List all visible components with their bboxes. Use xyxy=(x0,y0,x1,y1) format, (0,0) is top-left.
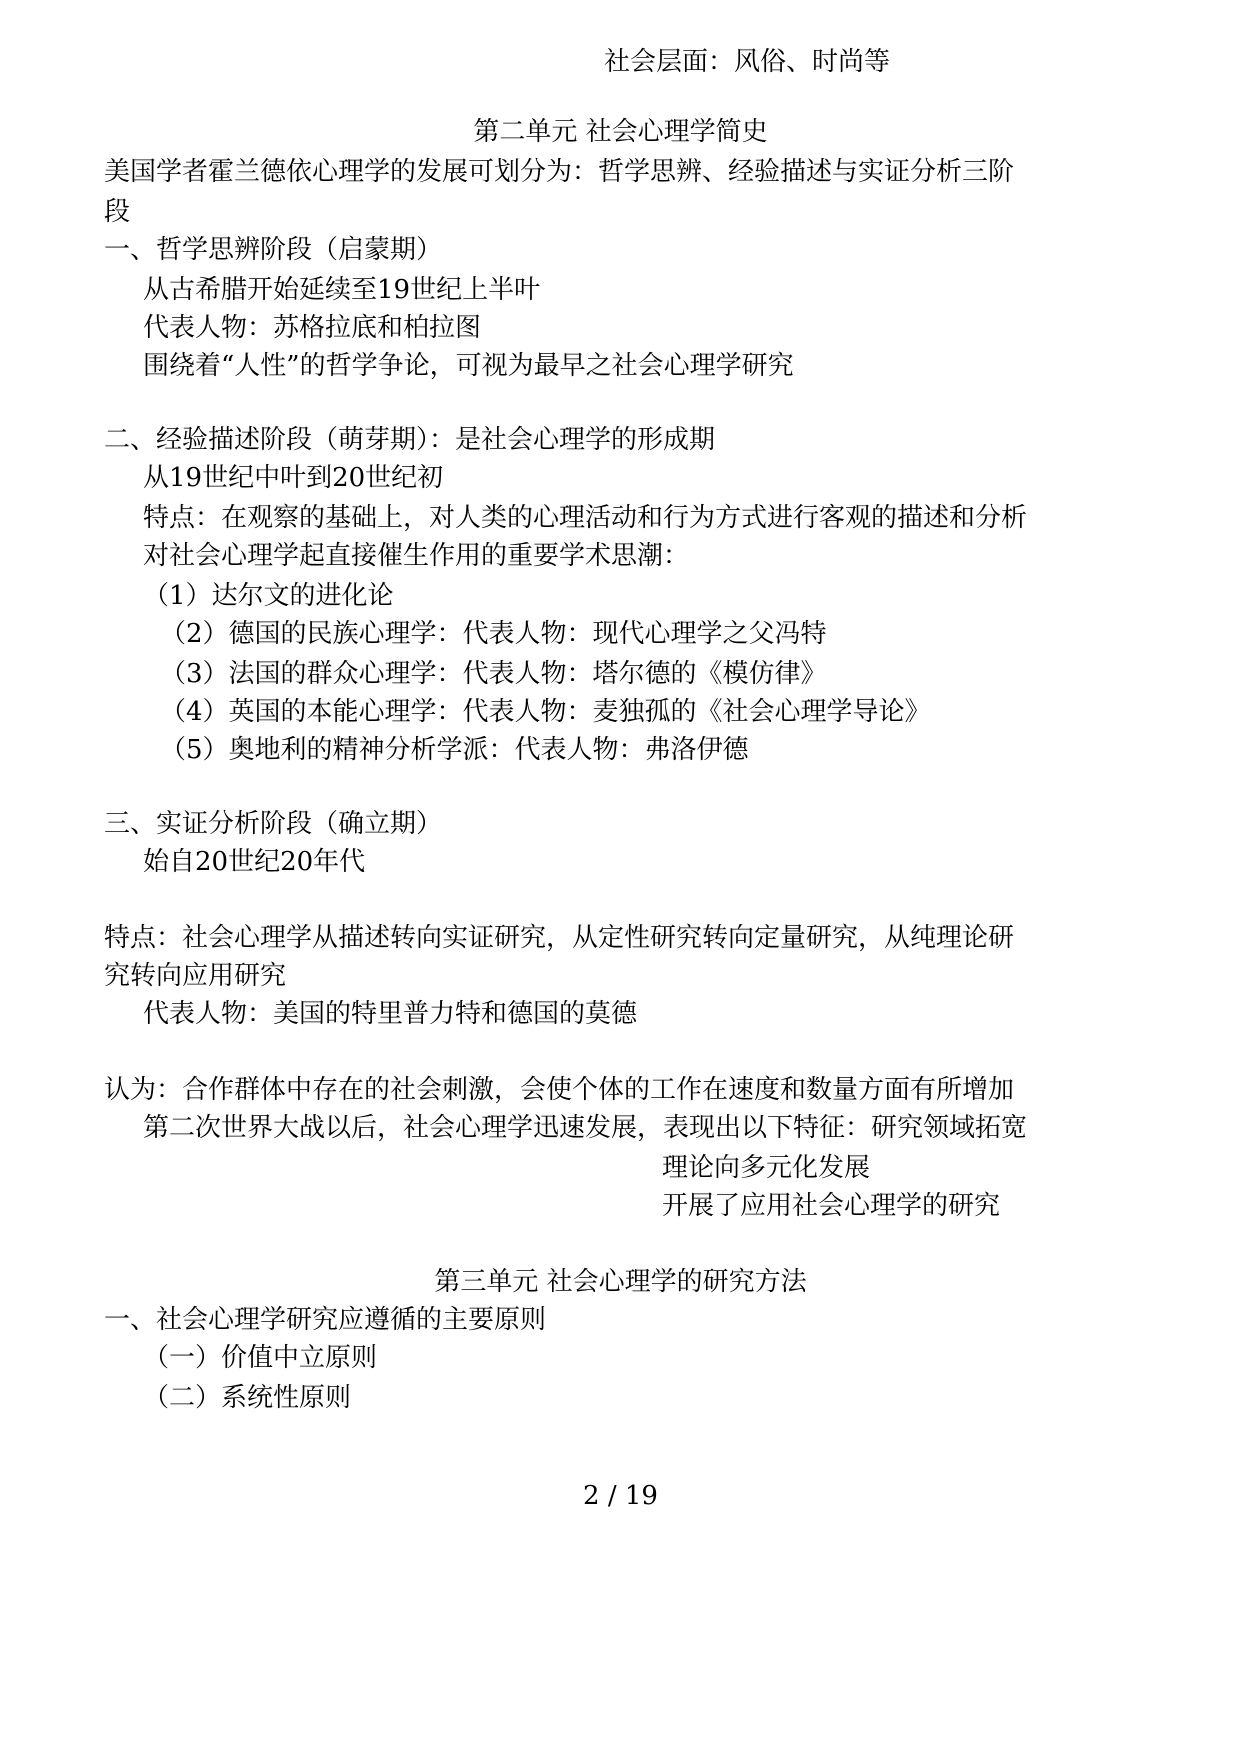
page-number: 2 / 19 xyxy=(583,1481,658,1511)
list-item: （一）价值中立原则 xyxy=(143,1343,378,1373)
text-line: 开展了应用社会心理学的研究 xyxy=(662,1191,1001,1221)
unit-heading: 第三单元 社会心理学的研究方法 xyxy=(434,1267,807,1297)
section-heading: 二、经验描述阶段（萌芽期）：是社会心理学的形成期 xyxy=(104,425,716,455)
unit-heading: 第二单元 社会心理学简史 xyxy=(473,117,768,147)
list-item: （二）系统性原则 xyxy=(143,1383,352,1413)
section-heading: 三、实证分析阶段（确立期） xyxy=(104,809,443,839)
text-line: 究转向应用研究 xyxy=(104,961,287,991)
text-line: 认为：合作群体中存在的社会刺激，会使个体的工作在速度和数量方面有所增加 xyxy=(104,1075,1015,1105)
text-line: 从古希腊开始延续至19世纪上半叶 xyxy=(143,275,541,305)
text-line: 对社会心理学起直接催生作用的重要学术思潮： xyxy=(143,541,690,571)
text-line: 代表人物：苏格拉底和柏拉图 xyxy=(143,313,482,343)
section-heading: 一、社会心理学研究应遵循的主要原则 xyxy=(104,1305,547,1335)
section-heading: 一、哲学思辨阶段（启蒙期） xyxy=(104,235,443,265)
text-line: 段 xyxy=(104,197,131,227)
text-line: 美国学者霍兰德依心理学的发展可划分为：哲学思辨、经验描述与实证分析三阶 xyxy=(104,157,1015,187)
text-line: 围绕着“人性”的哲学争论，可视为最早之社会心理学研究 xyxy=(143,351,794,381)
text-line: 特点：在观察的基础上，对人类的心理活动和行为方式进行客观的描述和分析 xyxy=(143,503,1028,533)
text-line: 特点：社会心理学从描述转向实证研究，从定性研究转向定量研究，从纯理论研 xyxy=(104,923,1015,953)
list-item: （5）奥地利的精神分析学派：代表人物：弗洛伊德 xyxy=(160,735,749,765)
list-item: （4）英国的本能心理学：代表人物：麦独孤的《社会心理学导论》 xyxy=(160,697,931,727)
text-line: 理论向多元化发展 xyxy=(662,1153,871,1183)
text-line: 从19世纪中叶到20世纪初 xyxy=(143,463,444,493)
text-line: 始自20世纪20年代 xyxy=(143,847,366,877)
list-item: （2）德国的民族心理学：代表人物：现代心理学之父冯特 xyxy=(160,619,827,649)
text-line: 代表人物：美国的特里普力特和德国的莫德 xyxy=(143,999,638,1029)
list-item: （3）法国的群众心理学：代表人物：塔尔德的《模仿律》 xyxy=(160,659,827,689)
text-line: 社会层面：风俗、时尚等 xyxy=(604,47,891,77)
text-line: 第二次世界大战以后，社会心理学迅速发展，表现出以下特征：研究领域拓宽 xyxy=(143,1113,1028,1143)
list-item: （1）达尔文的进化论 xyxy=(143,581,394,611)
